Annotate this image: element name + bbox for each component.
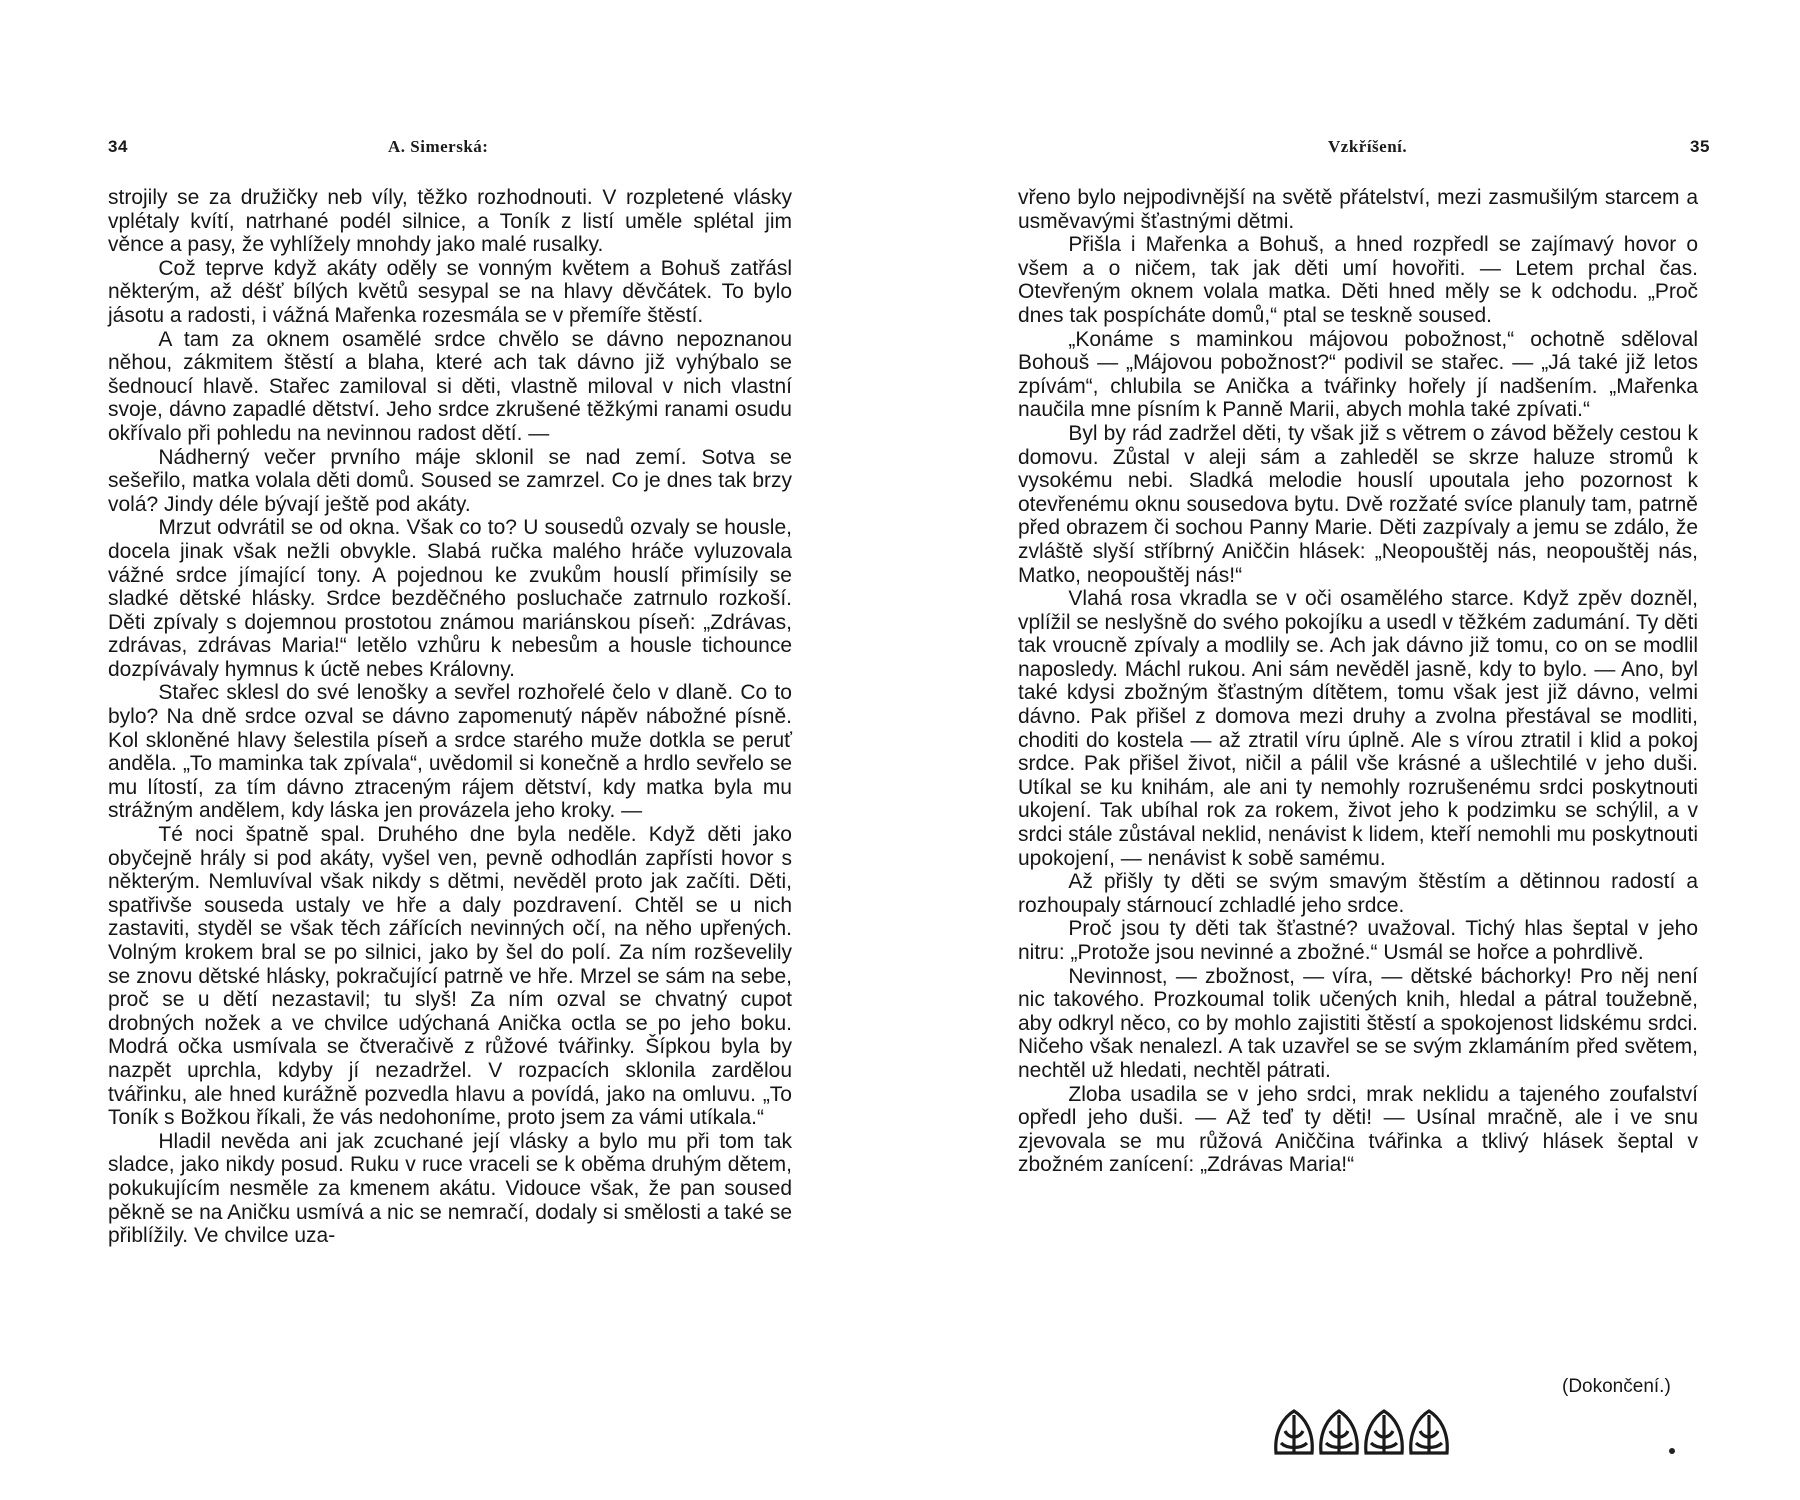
signoff-text: (Dokončení.) — [1562, 1376, 1671, 1397]
paragraph: Mrzut odvrátil se od okna. Však co to? U sousedů ozvaly se housle, docela jinak však nežli obvykle. Slabá ručka malého hráče vyluzovala vážné srdce jímající tony. A pojednou ke zvukům houslí přimísily se sladké dětské hlásky. Srdce bezděčného posluchače zatrnulo rozkoší. Děti zpívaly s dojemnou prostotou známou mariánskou píseň: „Zdrávas, zdrávas, zdrávas Maria!“ letělo vzhůru k nebesům a housle tichounce dozpívávaly hymnus k úctě nebes Královny. — [108, 516, 792, 681]
ink-dot — [1669, 1448, 1675, 1454]
paragraph: Stařec sklesl do své lenošky a sevřel rozhořelé čelo v dlaně. Co to bylo? Na dně srdce ozval se dávno zapomenutý nápěv nábožné písně. Kol skloněné hlavy šelestila píseň a srdce starého muže dotkla se peruť anděla. „To maminka tak zpívala“, uvědomil si konečně a hrdlo sevřelo se mu lítostí, za tím dávno ztraceným rájem dětství, kdy matka byla mu strážným andělem, kdy láska jen provázela jeho kroky. — — [108, 681, 792, 823]
paragraph: Přišla i Mařenka a Bohuš, a hned rozpředl se zajímavý hovor o všem a o ničem, tak jak děti umí hovořiti. — Letem prchal čas. Otevřeným oknem volala matka. Děti hned měly se k odchodu. „Proč dnes tak pospícháte domů,“ ptal se teskně soused. — [1018, 233, 1698, 327]
paragraph: Což teprve když akáty oděly se vonným květem a Bohuš zatřásl některým, až déšť bílých květů sesypal se na hlavy děvčátek. To bylo jásotu a radosti, i vážná Mařenka rozesmála se v přemíře štěstí. — [108, 256, 792, 327]
right-body-text — [1018, 186, 1698, 1177]
paragraph: „Konáme s maminkou májovou pobožnost,“ ochotně sděloval Bohouš — „Májovou pobožnost?“ podivil se stařec. — „Já také již letos zpívám“, chlubila se Anička a tvářinky hořely jí nadšením. „Mařenka naučila mne písním k Panně Marii, abych mohla také zpívati.“ — [1018, 327, 1698, 422]
paragraph: vřeno bylo nejpodivnější na světě přátelství, mezi zasmušilým starcem a usměvavými šťastnými dětmi. — [1018, 186, 1698, 233]
right-page — [900, 0, 1800, 1500]
left-body-text — [108, 186, 792, 1248]
paragraph: Té noci špatně spal. Druhého dne byla neděle. Když děti jako obyčejně hrály si pod akáty, vyšel ven, pevně odhodlán zapřísti hovor s některým. Nemluvíval však nikdy s dětmi, nevěděl proto jak začíti. Děti, spatřivše souseda ustaly ve hře a daly pozdravení. Chtěl se u nich zastaviti, styděl se však těch zářících nevinných očí, na něho upřených. Volným krokem bral se po silnici, jako by šel do polí. Za ním rozševelily se znovu dětské hlásky, pokračující patrně ve hře. Mrzel se sám na sebe, proč se u dětí nezastavil; tu slyš! Za ním ozval se chvatný cupot drobných nožek a ve chvilce udýchaná Anička octla se po jeho boku. Modrá očka usmívala se čtveračivě z růžové tvářinky. Šípkou byla by nazpět uprchla, kdyby jí nezadržel. V rozpacích sklonila zardělou tvářinku, ale hned kurážně pozvedla hlavu a povídá, jako na omluvu. „To Toník s Božkou říkali, že vás nedohoníme, proto jsem za vámi utíkala.“ — [108, 823, 792, 1130]
paragraph: Nádherný večer prvního máje sklonil se nad zemí. Sotva se sešeřilo, matka volala děti domů. Soused se zamrzel. Co je dnes tak brzy volá? Jindy déle bývají ještě pod akáty. — [108, 445, 792, 516]
left-running-head: A. Simerská: — [388, 137, 489, 156]
paragraph: Až přišly ty děti se svým smavým štěstím a dětinnou radostí a rozhoupaly stárnoucí zchladlé jeho srdce. — [1018, 870, 1698, 917]
paragraph: Byl by rád zadržel děti, ty však již s větrem o závod běžely cestou k domovu. Zůstal v aleji sám a zahleděl se skrze haluze stromů k vysokému nebi. Sladká melodie houslí upoutala jeho pozornost k otevřenému oknu sousedova bytu. Dvě rozžaté svíce planuly tam, patrně před obrazem či sochou Panny Marie. Děti zazpívaly a jemu se zdálo, že zvláště slyší stříbrný Aniččin hlásek: „Neopouštěj nás, neopouštěj nás, Matko, neopouštěj nás!“ — [1018, 421, 1698, 587]
tulip-vignette-icon — [1272, 1407, 1452, 1459]
paragraph: Vlahá rosa vkradla se v oči osamělého starce. Když zpěv dozněl, vplížil se neslyšně do svého pokojíku a usedl v těžkém zadumání. Ty děti tak vroucně zpívaly a modlily se. Ach jak dávno již tomu, co on se modlil naposledy. Máchl rukou. Ani sám nevěděl jasně, kdy to bylo. — Ano, byl také kdysi zbožným šťastným dítětem, tomu však jest již dávno, velmi dávno. Pak přišel z domova mezi druhy a zvolna přestával se modliti, choditi do kostela — až ztratil víru úplně. Ale s vírou ztratil i klid a pokoj srdce. Pak přišel život, ničil a pálil vše krásné a ušlechtilé v jeho duši. Utíkal se ku knihám, ale ani ty nemohly rozrušenému srdci poskytnouti ukojení. Tak ubíhal rok za rokem, život jeho k podzimku se schýlil, a v srdci stále zůstával neklid, nenávist k lidem, kteří nemohli mu poskytnouti upokojení, — nenávist k sobě samému. — [1018, 587, 1698, 870]
right-page-number: 35 — [1690, 137, 1710, 156]
left-page-number: 34 — [108, 137, 128, 156]
paragraph: A tam za oknem osamělé srdce chvělo se dávno nepoznanou něhou, zákmitem štěstí a blaha, které ach tak dávno již vyhýbalo se šednoucí hlavě. Stařec zamiloval si děti, vlastně miloval v nich vlastní svoje, dávno zapadlé dětství. Jeho srdce zkrušené těžkými ranami osudu okřívalo při pohledu na nevinnou radost dětí. — — [108, 327, 792, 445]
right-running-head: Vzkříšení. — [1328, 137, 1408, 156]
paragraph: Nevinnost, — zbožnost, — víra, — dětské báchorky! Pro něj není nic takového. Prozkoumal tolik učených knih, hledal a pátral toužebně, aby odkryl něco, co by mohlo zajistiti štěstí a spokojenost lidskému srdci. Ničeho však nenalezl. A tak uzavřel se se svým zklamáním před světem, nechtěl už hledati, nechtěl pátrati. — [1018, 964, 1698, 1082]
paragraph: Hladil nevěda ani jak zcuchané její vlásky a bylo mu při tom tak sladce, jako nikdy posud. Ruku v ruce vraceli se k oběma druhým dětem, pokukujícím nesměle za kmenem akátu. Vidouce však, že pan soused pěkně se na Aničku usmívá a nic se nemračí, dodaly si smělosti a také se přiblížily. Ve chvilce uza- — [108, 1129, 793, 1248]
paragraph: Zloba usadila se v jeho srdci, mrak neklidu a tajeného zoufalství opředl jeho duši. — Až teď ty děti! — Usínal mračně, ale i ve snu zjevovala se mu růžová Aniččina tvářinka a tklivý hlásek šeptal v zbožném zanícení: „Zdrávas Maria!“ — [1018, 1082, 1698, 1177]
paragraph: Proč jsou ty děti tak šťastné? uvažoval. Tichý hlas šeptal v jeho nitru: „Protože jsou nevinné a zbožné.“ Usmál se hořce a pohrdlivě. — [1018, 917, 1698, 964]
paragraph: strojily se za družičky neb víly, těžko rozhodnouti. V rozpletené vlásky vplétaly kvítí, natrhané podél silnice, a Toník z listí uměle splétal jim věnce a pasy, že vyhlížely mnohdy jako malé rusalky. — [108, 186, 792, 257]
